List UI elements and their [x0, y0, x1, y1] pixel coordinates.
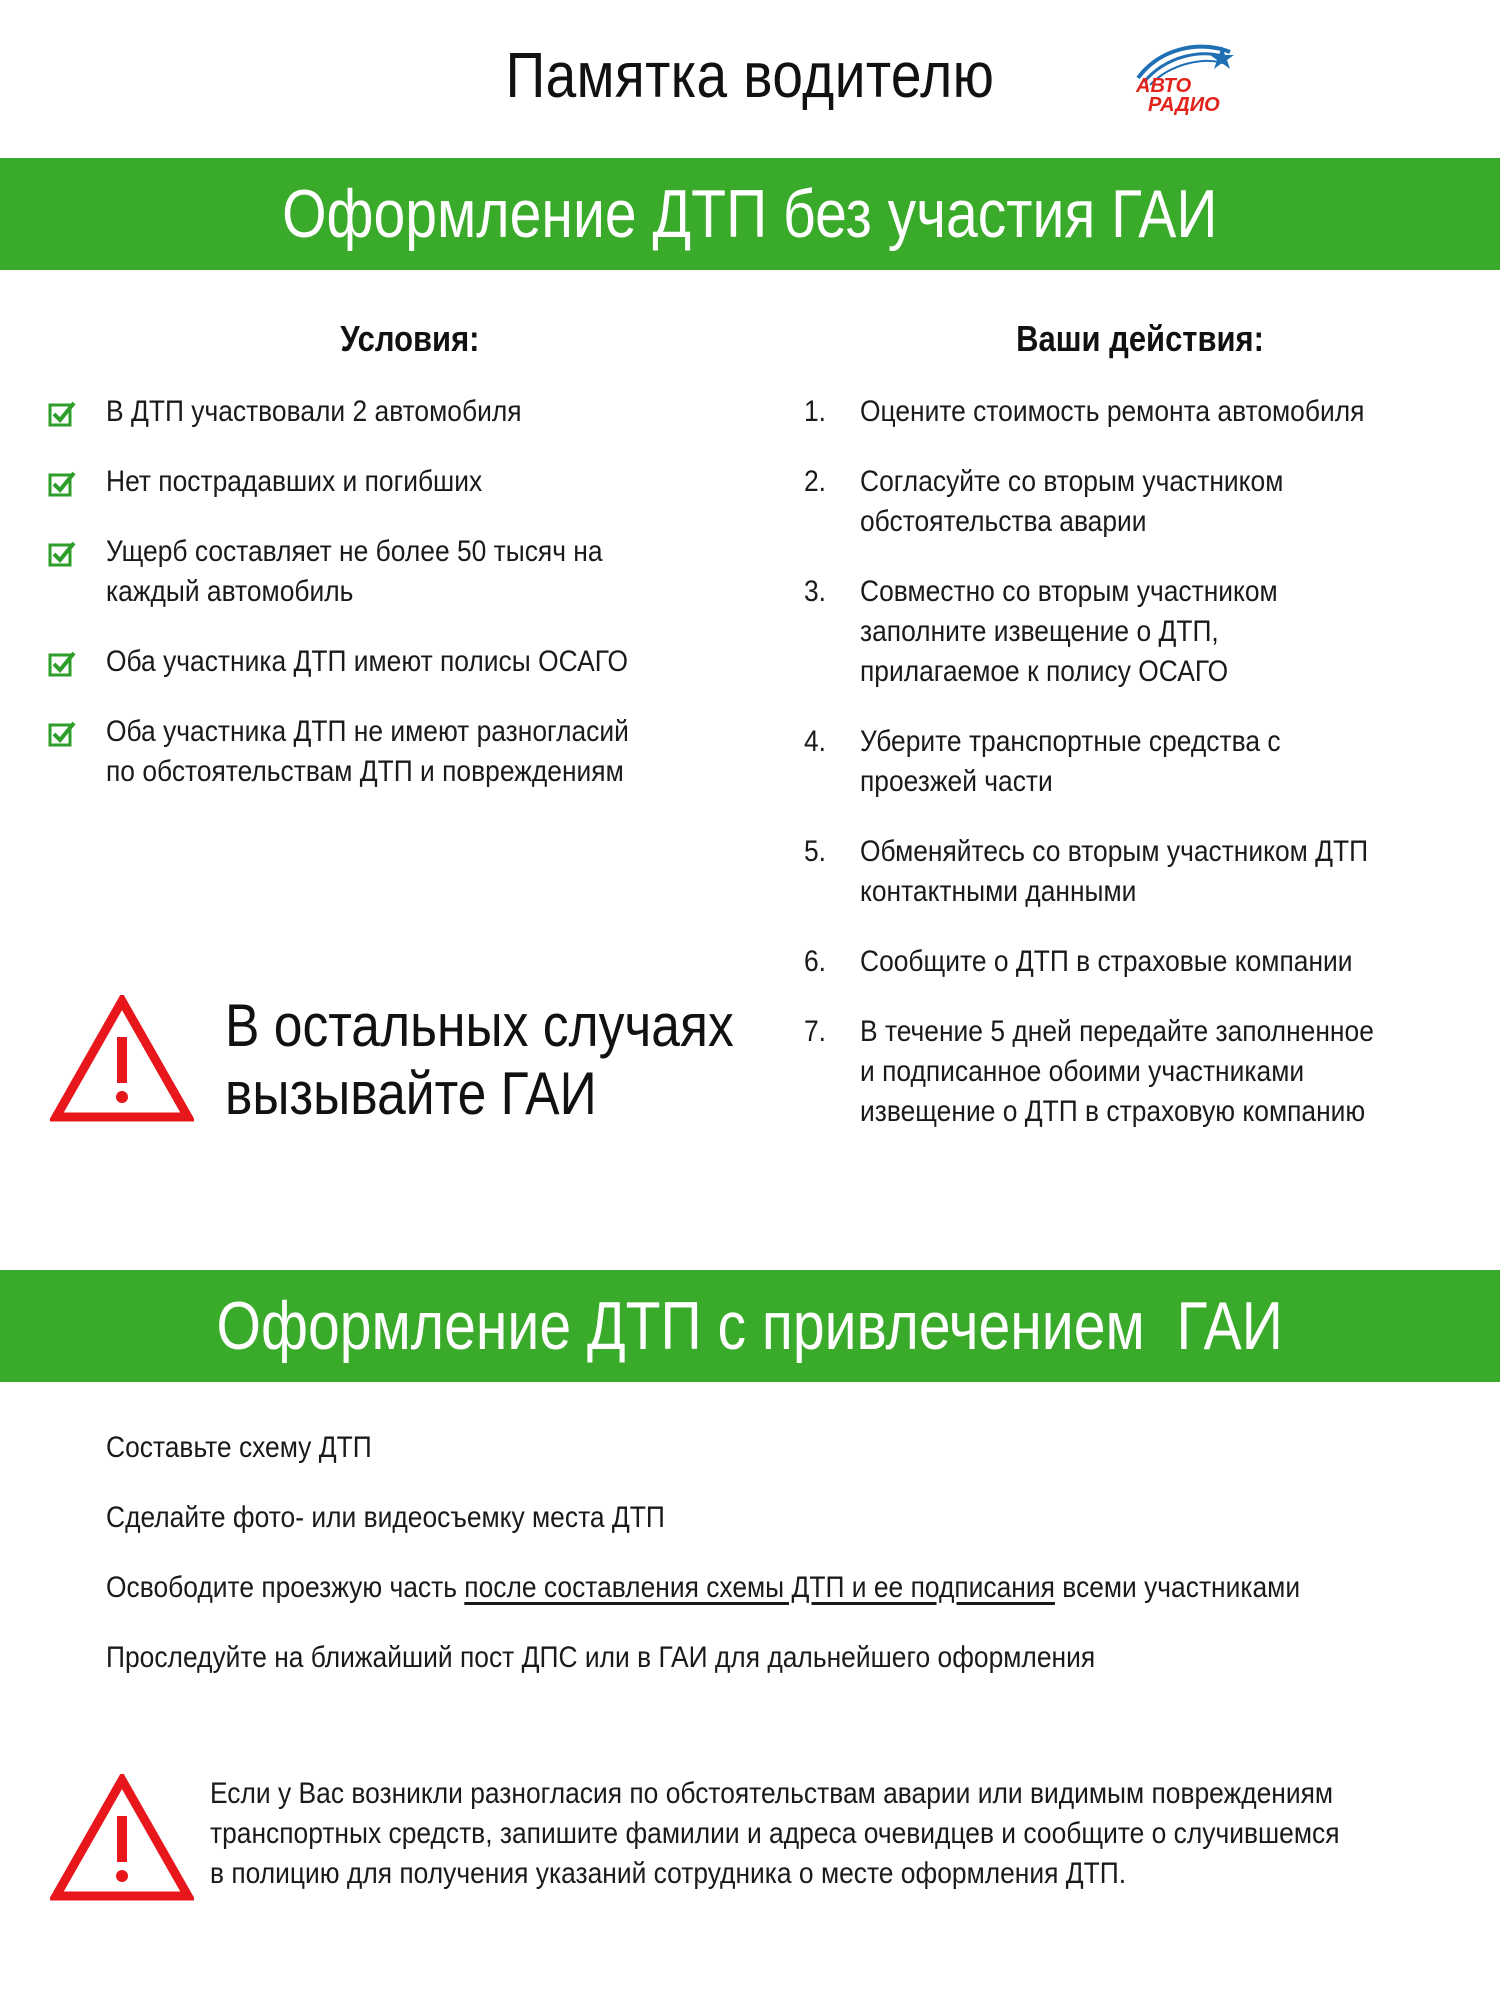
action-number: 2. — [804, 465, 827, 498]
gai-step — [106, 1428, 408, 1468]
gai-step-text: Сделайте фото- или видеосъемку места ДТП — [106, 1501, 665, 1534]
action-number: 5. — [804, 835, 827, 868]
condition-text: каждый автомобиль — [106, 575, 354, 608]
gai-step — [106, 1638, 1230, 1678]
action-text: Совместно со вторым участником — [860, 575, 1278, 608]
warning-text-line: Если у Вас возникли разногласия по обстоятельствам аварии или видимым повреждениям — [210, 1777, 1334, 1810]
checkbox-checked-icon — [48, 720, 76, 748]
action-text: Уберите транспортные средства с — [860, 725, 1281, 758]
gai-step-text-pre: Освободите проезжую часть — [106, 1571, 465, 1604]
checkbox-checked-icon — [48, 400, 76, 428]
action-text: Обменяйтесь со вторым участником ДТП — [860, 835, 1369, 868]
warning-icon — [50, 1774, 194, 1902]
gai-step-text-underlined: после составления схемы ДТП и ее подписания — [464, 1571, 1055, 1604]
warning-text-line: транспортных средств, запишите фамилии и адреса очевидцев и сообщите о случившемся — [210, 1817, 1340, 1850]
action-text: извещение о ДТП в страховую компанию — [860, 1095, 1366, 1128]
action-number: 7. — [804, 1015, 827, 1048]
section2-title: Оформление ДТП с привлечением ГАИ — [216, 1288, 1284, 1364]
section2-banner — [0, 1270, 1500, 1382]
actions-heading-text: Ваши действия: — [1016, 318, 1264, 359]
gai-step-text-post: всеми участниками — [1054, 1571, 1301, 1604]
logo-text-bottom: РАДИО — [1148, 94, 1220, 116]
action-number: 6. — [804, 945, 827, 978]
warning-line: вызывайте ГАИ — [225, 1060, 597, 1127]
conditions-heading — [260, 318, 560, 360]
condition-text: В ДТП участвовали 2 автомобиля — [106, 395, 522, 428]
action-number: 3. — [804, 575, 827, 608]
condition-text: Оба участника ДТП не имеют разногласий — [106, 715, 629, 748]
action-text: заполните извещение о ДТП, — [860, 615, 1219, 648]
gai-step-text — [106, 1568, 1300, 1608]
warning-call-police — [225, 992, 734, 1128]
gai-step-text: Проследуйте на ближайший пост ДПС или в ГАИ для дальнейшего оформления — [106, 1641, 1096, 1674]
page-title: Памятка водителю — [505, 39, 995, 111]
action-text: В течение 5 дней передайте заполненное — [860, 1015, 1374, 1048]
section1-banner — [0, 158, 1500, 270]
gai-step-text: Составьте схему ДТП — [106, 1431, 372, 1464]
warning-icon — [50, 995, 194, 1123]
warning-text-line: в полицию для получения указаний сотрудника о месте оформления ДТП. — [210, 1857, 1127, 1890]
checkbox-checked-icon — [48, 650, 76, 678]
section1-title: Оформление ДТП без участия ГАИ — [282, 176, 1218, 252]
logo-text-top: АВТО — [1136, 75, 1192, 97]
action-text: Оцените стоимость ремонта автомобиля — [860, 395, 1365, 428]
conditions-heading-text: Условия: — [340, 318, 480, 359]
condition-text: Нет пострадавших и погибших — [106, 465, 483, 498]
action-number: 1. — [804, 395, 827, 428]
actions-heading — [960, 318, 1320, 360]
avtoradio-logo — [1130, 38, 1240, 116]
gai-step — [106, 1498, 741, 1538]
checkbox-checked-icon — [48, 470, 76, 498]
action-text: контактными данными — [860, 875, 1137, 908]
action-text: проезжей части — [860, 765, 1053, 798]
warning-line: В остальных случаях — [225, 992, 734, 1059]
condition-text: Ущерб составляет не более 50 тысяч на — [106, 535, 603, 568]
checkbox-checked-icon — [48, 540, 76, 568]
action-text: Сообщите о ДТП в страховые компании — [860, 945, 1353, 978]
action-text: Согласуйте со вторым участником — [860, 465, 1284, 498]
gai-step — [106, 1568, 1463, 1608]
action-text: прилагаемое к полису ОСАГО — [860, 655, 1229, 688]
action-text: обстоятельства аварии — [860, 505, 1147, 538]
action-number: 4. — [804, 725, 827, 758]
action-text: и подписанное обоими участниками — [860, 1055, 1305, 1088]
condition-text: по обстоятельствам ДТП и повреждениям — [106, 755, 624, 788]
condition-text: Оба участника ДТП имеют полисы ОСАГО — [106, 645, 629, 678]
